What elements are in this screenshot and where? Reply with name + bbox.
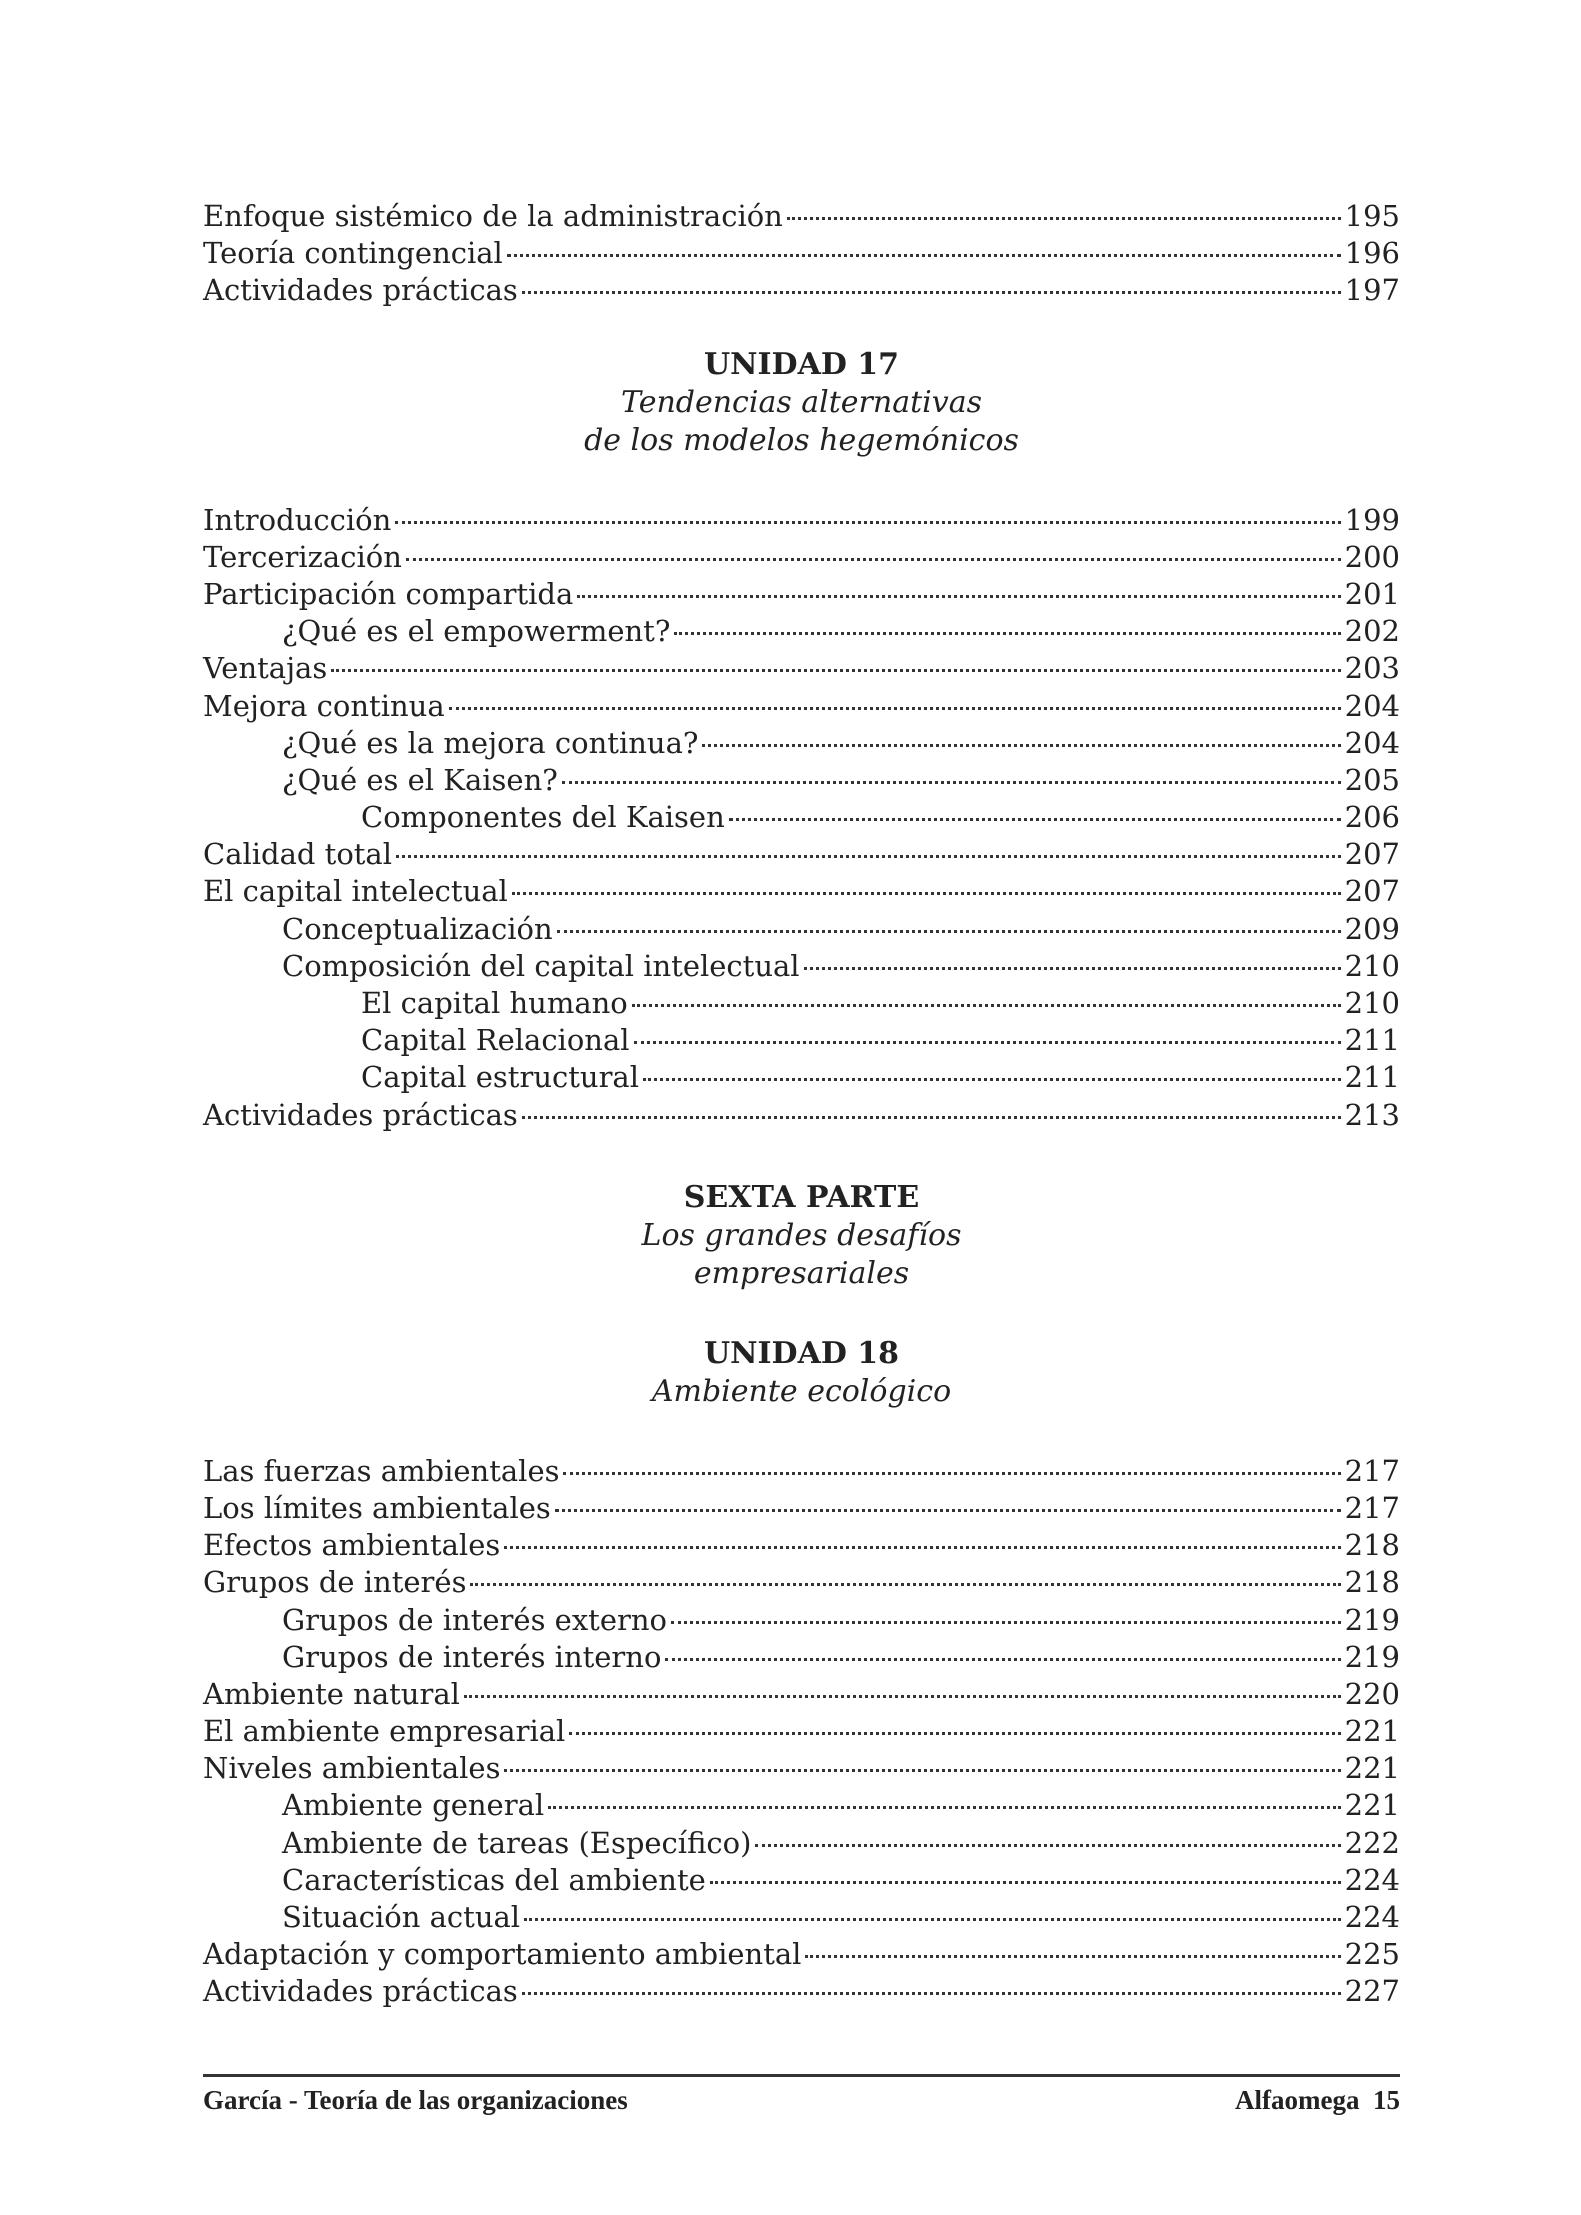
toc-entry[interactable] xyxy=(203,1676,1400,1713)
toc-entry-title: Grupos de interés externo xyxy=(282,1602,668,1637)
toc-list xyxy=(203,502,1400,1134)
toc-entry-title: Calidad total xyxy=(203,837,392,872)
toc-entry[interactable] xyxy=(203,1490,1400,1527)
toc-entry-page: 224 xyxy=(1344,1862,1400,1897)
dot-leader xyxy=(470,1583,1340,1586)
dot-leader xyxy=(524,1918,1341,1921)
toc-entry-page: 201 xyxy=(1344,576,1400,611)
dot-leader xyxy=(331,669,1340,672)
toc-entry[interactable] xyxy=(203,1639,1400,1676)
part-6-heading xyxy=(203,1179,1400,1293)
dot-leader xyxy=(563,1472,1340,1475)
toc-entry-title: Adaptación y comportamiento ambiental xyxy=(203,1937,802,1972)
toc-entry[interactable] xyxy=(203,1059,1400,1096)
toc-page xyxy=(203,198,1400,2011)
toc-entry-page: 211 xyxy=(1344,1060,1400,1095)
dot-leader xyxy=(522,1992,1341,1995)
page-footer xyxy=(203,2074,1400,2116)
toc-entry[interactable] xyxy=(203,272,1400,309)
toc-entry-page: 220 xyxy=(1344,1676,1400,1711)
toc-entry-title: Conceptualización xyxy=(282,911,553,946)
toc-entry[interactable] xyxy=(203,1973,1400,2010)
toc-entry-title: Ventajas xyxy=(203,651,328,686)
toc-entry-title: Capital Relacional xyxy=(361,1023,630,1058)
toc-entry-page: 225 xyxy=(1344,1937,1400,1972)
toc-entry-page: 211 xyxy=(1344,1023,1400,1058)
toc-entry-title: Situación actual xyxy=(282,1900,521,1934)
toc-entry-page: 207 xyxy=(1344,874,1400,909)
dot-leader xyxy=(557,930,1341,933)
toc-entry[interactable] xyxy=(203,799,1400,836)
toc-entry-page: 202 xyxy=(1344,614,1400,649)
toc-entry[interactable] xyxy=(203,1602,1400,1639)
dot-leader xyxy=(755,1844,1340,1847)
unit-subtitle: Tendencias alternativas xyxy=(621,384,982,420)
toc-entry-title: Tercerización xyxy=(203,539,402,574)
dot-leader xyxy=(396,855,1341,858)
dot-leader xyxy=(804,967,1341,970)
toc-entry-page: 206 xyxy=(1344,800,1400,835)
unit-subtitle: Ambiente ecológico xyxy=(651,1373,952,1409)
dot-leader xyxy=(632,1004,1341,1007)
toc-entry[interactable] xyxy=(203,1787,1400,1824)
toc-entry[interactable] xyxy=(203,576,1400,613)
part-label: SEXTA PARTE xyxy=(683,1179,920,1215)
toc-entry-title: Los límites ambientales xyxy=(203,1490,551,1525)
dot-leader xyxy=(504,1546,1340,1549)
dot-leader xyxy=(805,1955,1340,1958)
toc-entry-title: Composición del capital intelectual xyxy=(282,948,800,983)
toc-entry-page: 218 xyxy=(1344,1528,1400,1563)
toc-entry[interactable] xyxy=(203,1899,1400,1936)
toc-entry-page: 195 xyxy=(1344,199,1400,233)
dot-leader xyxy=(643,1078,1341,1081)
toc-entry-title: Actividades prácticas xyxy=(203,1097,518,1132)
toc-entry-title: Grupos de interés interno xyxy=(282,1639,662,1674)
toc-entry-title: Ambiente de tareas (Específico) xyxy=(282,1825,752,1860)
dot-leader xyxy=(522,291,1341,294)
toc-entry-title: El ambiente empresarial xyxy=(203,1714,566,1749)
dot-leader xyxy=(449,707,1341,710)
toc-entry-title: ¿Qué es la mejora continua? xyxy=(282,725,699,760)
dot-leader xyxy=(562,781,1341,784)
toc-entry-title: Introducción xyxy=(203,502,392,537)
part-subtitle: Los grandes desafíos xyxy=(641,1217,962,1253)
toc-entry-page: 227 xyxy=(1344,1974,1400,2009)
toc-entry-title: Mejora continua xyxy=(203,688,445,723)
dot-leader xyxy=(634,1041,1341,1044)
toc-list xyxy=(203,1453,1400,2011)
toc-entry[interactable] xyxy=(203,836,1400,873)
toc-entry-title: Actividades prácticas xyxy=(203,273,518,308)
toc-entry-title: Componentes del Kaisen xyxy=(361,800,725,835)
dot-leader xyxy=(395,521,1340,524)
toc-entry[interactable] xyxy=(203,1453,1400,1490)
toc-entry-title: ¿Qué es el empowerment? xyxy=(282,614,671,649)
toc-entry[interactable] xyxy=(203,1713,1400,1750)
toc-entry[interactable] xyxy=(203,1862,1400,1899)
toc-entry[interactable] xyxy=(203,985,1400,1022)
dot-leader xyxy=(512,892,1341,895)
toc-entry-page: 203 xyxy=(1344,651,1400,686)
dot-leader xyxy=(671,1621,1341,1624)
toc-entry[interactable] xyxy=(203,198,1400,235)
toc-entry-page: 217 xyxy=(1344,1453,1400,1488)
toc-entry-page: 222 xyxy=(1344,1825,1400,1860)
dot-leader xyxy=(507,254,1341,257)
unit-17-heading xyxy=(203,346,1400,460)
dot-leader xyxy=(787,217,1341,220)
toc-entry-page: 196 xyxy=(1344,236,1400,271)
toc-entry[interactable] xyxy=(203,650,1400,687)
toc-entry-title: Teoría contingencial xyxy=(203,236,503,271)
toc-entry-title: Capital estructural xyxy=(361,1060,639,1095)
toc-entry[interactable] xyxy=(203,911,1400,948)
toc-entry-page: 210 xyxy=(1344,986,1400,1020)
toc-entry-page: 197 xyxy=(1344,273,1400,308)
toc-entry[interactable] xyxy=(203,1825,1400,1862)
toc-entry-title: Niveles ambientales xyxy=(203,1751,501,1786)
toc-entry[interactable] xyxy=(203,1936,1400,1973)
toc-entry-title: Ambiente natural xyxy=(203,1676,460,1711)
toc-entry[interactable] xyxy=(203,873,1400,910)
dot-leader xyxy=(464,1695,1341,1698)
toc-entry-page: 224 xyxy=(1344,1900,1400,1934)
toc-entry-title: Efectos ambientales xyxy=(203,1528,501,1563)
dot-leader xyxy=(548,1806,1340,1809)
dot-leader xyxy=(522,1116,1341,1119)
dot-leader xyxy=(569,1732,1340,1735)
footer-book-title: García - Teoría de las organizaciones xyxy=(203,2085,628,2115)
toc-entry-page: 205 xyxy=(1344,762,1400,797)
unit-label: UNIDAD 18 xyxy=(703,1335,900,1371)
toc-entry[interactable] xyxy=(203,502,1400,539)
dot-leader xyxy=(577,595,1340,598)
toc-entry-title: El capital intelectual xyxy=(203,874,508,909)
toc-entry-title: ¿Qué es el Kaisen? xyxy=(282,762,558,797)
toc-entry-page: 204 xyxy=(1344,725,1400,760)
toc-list xyxy=(203,198,1400,310)
toc-entry-title: Actividades prácticas xyxy=(203,1974,518,2009)
unit-18-heading xyxy=(203,1335,1400,1411)
dot-leader xyxy=(710,1881,1341,1884)
toc-entry[interactable] xyxy=(203,1527,1400,1564)
dot-leader xyxy=(555,1509,1341,1512)
toc-entry-page: 217 xyxy=(1344,1490,1400,1525)
unit-subtitle: de los modelos hegemónicos xyxy=(584,422,1019,458)
toc-entry[interactable] xyxy=(203,539,1400,576)
toc-entry[interactable] xyxy=(203,762,1400,799)
footer-page-number: Alfaomega 15 xyxy=(1235,2085,1400,2115)
part-subtitle: empresariales xyxy=(693,1255,910,1291)
toc-entry-page: 221 xyxy=(1344,1788,1400,1823)
toc-entry-page: 221 xyxy=(1344,1751,1400,1786)
toc-entry-title: Características del ambiente xyxy=(282,1862,706,1897)
toc-entry-page: 210 xyxy=(1344,948,1400,983)
toc-entry-page: 219 xyxy=(1344,1639,1400,1674)
toc-entry[interactable] xyxy=(203,1097,1400,1134)
toc-entry-page: 218 xyxy=(1344,1565,1400,1600)
toc-entry-page: 199 xyxy=(1344,502,1400,537)
toc-entry[interactable] xyxy=(203,948,1400,985)
toc-entry-page: 207 xyxy=(1344,837,1400,872)
toc-entry[interactable] xyxy=(203,1750,1400,1787)
dot-leader xyxy=(504,1769,1340,1772)
dot-leader xyxy=(702,744,1340,747)
toc-entry[interactable] xyxy=(203,1022,1400,1059)
dot-leader xyxy=(406,558,1341,561)
toc-entry[interactable] xyxy=(203,725,1400,762)
toc-entry-page: 219 xyxy=(1344,1602,1400,1637)
toc-entry-title: Grupos de interés xyxy=(203,1565,467,1600)
dot-leader xyxy=(674,632,1340,635)
toc-entry-title: Enfoque sistémico de la administración xyxy=(203,199,783,233)
toc-entry-page: 221 xyxy=(1344,1714,1400,1749)
dot-leader xyxy=(665,1658,1340,1661)
toc-entry[interactable] xyxy=(203,688,1400,725)
toc-entry-page: 204 xyxy=(1344,688,1400,723)
dot-leader xyxy=(729,818,1341,821)
toc-entry[interactable] xyxy=(203,613,1400,650)
toc-entry-title: Las fuerzas ambientales xyxy=(203,1453,560,1488)
unit-label: UNIDAD 17 xyxy=(703,346,900,382)
toc-entry-page: 213 xyxy=(1344,1097,1400,1132)
toc-entry[interactable] xyxy=(203,235,1400,272)
toc-entry[interactable] xyxy=(203,1564,1400,1601)
toc-entry-title: Participación compartida xyxy=(203,576,574,611)
toc-entry-title: El capital humano xyxy=(361,986,628,1020)
toc-entry-title: Ambiente general xyxy=(282,1788,545,1823)
toc-entry-page: 200 xyxy=(1344,539,1400,574)
toc-entry-page: 209 xyxy=(1344,911,1400,946)
